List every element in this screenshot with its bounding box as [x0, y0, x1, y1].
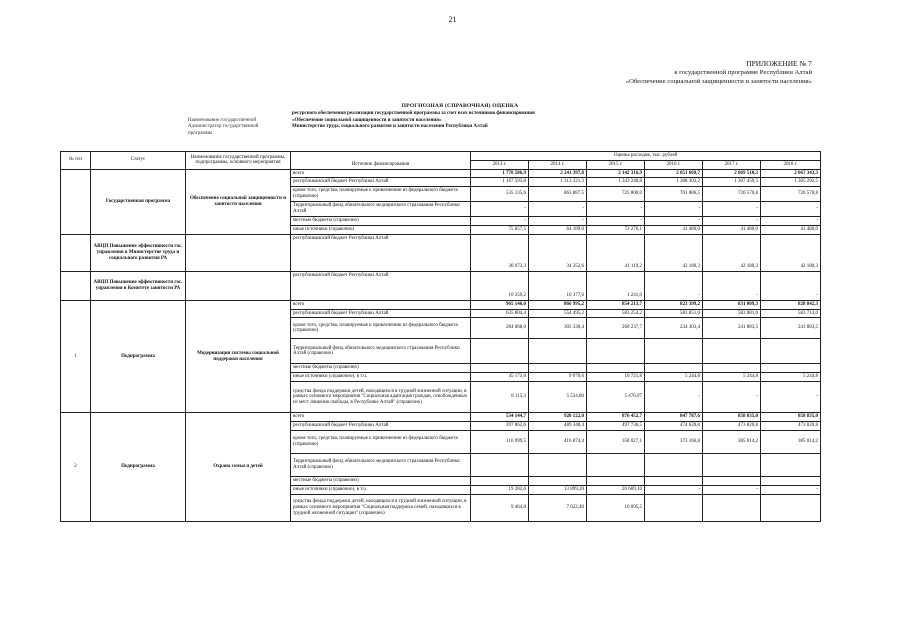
source-cell: Территориальный фонд обязательного медицинского страхования Республики Алтай (справочно): [291, 453, 471, 476]
value-cell: 385 014,2: [703, 430, 761, 453]
value-cell: 5 244,8: [645, 373, 703, 382]
value-cell: 116 999,5: [471, 430, 529, 453]
row-status-cell: Подпрограмма: [91, 300, 186, 413]
table-row: [61, 169, 821, 178]
table-row: [61, 413, 821, 422]
source-cell: республиканский бюджет Республики Алтай: [291, 309, 471, 318]
value-cell: -: [529, 202, 587, 217]
value-cell: 20 669,10: [587, 485, 645, 494]
value-cell: [471, 364, 529, 373]
value-cell: 385 014,2: [761, 430, 821, 453]
value-cell: -: [703, 485, 761, 494]
value-cell: -: [761, 382, 821, 413]
value-cell: [471, 476, 529, 485]
value-cell: 2 051 669,7: [645, 169, 703, 178]
value-cell: 854 213,7: [587, 300, 645, 309]
row-name-cell: [186, 234, 291, 271]
value-cell: 13 899,20: [529, 485, 587, 494]
source-cell: всего: [291, 413, 471, 422]
row-num-cell: 1: [61, 300, 91, 413]
value-cell: [703, 494, 761, 521]
value-cell: 1 307 459,5: [703, 178, 761, 187]
value-cell: -: [761, 202, 821, 217]
source-cell: кроме того, средства, планируемые к привлечению из федерального бюджета (справочно): [291, 187, 471, 202]
source-cell: республиканский бюджет Республики Алтай: [291, 422, 471, 431]
value-cell: 41 480,0: [645, 225, 703, 234]
value-cell: 2 069 510,3: [703, 169, 761, 178]
value-cell: [703, 339, 761, 364]
source-cell: иные источники (справочно), в т.ч.: [291, 373, 471, 382]
value-cell: -: [645, 271, 703, 300]
value-cell: 720 570,8: [703, 187, 761, 202]
row-name-cell: Обеспечение социальной защищенности и занятости населения: [186, 169, 291, 234]
source-cell: республиканский бюджет Республики Алтай: [291, 271, 471, 300]
header-estimate: Оценка расходов, тыс. рублей: [471, 152, 821, 161]
value-cell: 10 095,5: [587, 494, 645, 521]
header-name: Наименование государственной программы, подпрограммы, основного мероприятия: [186, 152, 291, 170]
value-cell: -: [761, 485, 821, 494]
row-num-cell: [61, 234, 91, 271]
admin-label: Администратор государственной: [188, 124, 259, 130]
source-cell: иные источники (справочно), в т.ч.: [291, 485, 471, 494]
value-cell: [761, 339, 821, 364]
source-cell: иные источники (справочно): [291, 225, 471, 234]
value-cell: [529, 476, 587, 485]
value-cell: -: [645, 217, 703, 226]
table-row: [61, 234, 821, 271]
row-status-cell: Государственная программа: [91, 169, 186, 234]
value-cell: 234 303,4: [645, 318, 703, 339]
value-cell: 373 166,8: [645, 430, 703, 453]
value-cell: 10 377,6: [529, 271, 587, 300]
value-cell: 473 820,8: [703, 422, 761, 431]
value-cell: 34 352,6: [529, 234, 587, 271]
value-cell: 535 135,6: [471, 187, 529, 202]
value-cell: 73 276,1: [587, 225, 645, 234]
header-num: № п/п: [61, 152, 91, 170]
value-cell: 42 180,3: [703, 234, 761, 271]
value-cell: -: [703, 202, 761, 217]
value-cell: -: [471, 217, 529, 226]
value-cell: 241 883,5: [761, 318, 821, 339]
admin-value: Министерство труда, социального развития и занятости населения Республики Алтай: [292, 124, 488, 130]
value-cell: -: [645, 485, 703, 494]
value-cell: [703, 453, 761, 476]
value-cell: -: [703, 382, 761, 413]
appendix-header: [626, 60, 812, 86]
value-cell: [703, 364, 761, 373]
value-cell: 635 804,4: [471, 309, 529, 318]
value-cell: 19 282,6: [471, 485, 529, 494]
value-cell: 416 874,4: [529, 430, 587, 453]
header-year: 2016 г.: [645, 160, 703, 169]
value-cell: [529, 339, 587, 364]
row-name-cell: [186, 271, 291, 300]
value-cell: 303 330,4: [529, 318, 587, 339]
value-cell: 358 027,1: [587, 430, 645, 453]
table-row: [61, 300, 821, 309]
value-cell: 1 241,0: [587, 271, 645, 300]
value-cell: 863 887,5: [529, 187, 587, 202]
table-row: [61, 271, 821, 300]
value-cell: [529, 453, 587, 476]
row-status-cell: Подпрограмма: [91, 413, 186, 522]
value-cell: 828 842,3: [761, 300, 821, 309]
value-cell: 5 476,97: [587, 382, 645, 413]
value-cell: [471, 339, 529, 364]
value-cell: 831 009,3: [703, 300, 761, 309]
source-cell: всего: [291, 169, 471, 178]
value-cell: 847 787,6: [645, 413, 703, 422]
value-cell: -: [703, 217, 761, 226]
value-cell: 241 883,5: [703, 318, 761, 339]
value-cell: [587, 453, 645, 476]
value-cell: [471, 453, 529, 476]
title-line-2: ресурсного обеспечения реализации государственной программы за счет всех источников финансирования: [292, 111, 535, 116]
value-cell: 720 570,8: [761, 187, 821, 202]
value-cell: [645, 494, 703, 521]
source-cell: средства фонда поддержки детей, находящихся в трудной жизненной ситуации, в рамках основного мероприятия "Социальная поддержка семей, находящихся в трудной жизненной ситуации" (справочно): [291, 494, 471, 521]
row-status-cell: АВЦП Повышение эффективности гос. управления в Комитете занятости РА: [91, 271, 186, 300]
value-cell: 1 305 292,5: [761, 178, 821, 187]
value-cell: [761, 494, 821, 521]
value-cell: -: [703, 271, 761, 300]
value-cell: 1 778 586,9: [471, 169, 529, 178]
header-year: 2014 г.: [529, 160, 587, 169]
value-cell: 8 115,3: [471, 382, 529, 413]
value-cell: [703, 476, 761, 485]
value-cell: 866 995,2: [529, 300, 587, 309]
value-cell: [587, 476, 645, 485]
value-cell: 473 820,8: [761, 422, 821, 431]
value-cell: [761, 476, 821, 485]
value-cell: 284 068,0: [471, 318, 529, 339]
value-cell: 9 464,8: [471, 494, 529, 521]
header-year: 2015 г.: [587, 160, 645, 169]
value-cell: [587, 339, 645, 364]
value-cell: 397 862,6: [471, 422, 529, 431]
value-cell: -: [587, 202, 645, 217]
program-value: «Обеспечение социальной защищенности и занятости населения»: [292, 117, 442, 123]
value-cell: [761, 453, 821, 476]
source-cell: Территориальный фонд обязательного медицинского страхования Республики Алтай (справочно): [291, 339, 471, 364]
program-label-2: программы: [188, 130, 213, 136]
value-cell: -: [645, 382, 703, 413]
value-cell: -: [471, 202, 529, 217]
value-cell: 42 180,3: [645, 234, 703, 271]
row-num-cell: [61, 169, 91, 234]
value-cell: 583 881,0: [703, 309, 761, 318]
value-cell: 41 480,0: [761, 225, 821, 234]
row-name-cell: Охрана семьи и детей: [186, 413, 291, 522]
row-status-cell: АВЦП Повышение эффективности гос. управления в Министерстве труда и социального развития РА: [91, 234, 186, 271]
value-cell: [645, 339, 703, 364]
value-cell: 1 343 240,8: [587, 178, 645, 187]
source-cell: местные бюджеты (справочно): [291, 364, 471, 373]
value-cell: 75 857,5: [471, 225, 529, 234]
row-num-cell: 2: [61, 413, 91, 522]
value-cell: 965 146,0: [471, 300, 529, 309]
value-cell: [761, 364, 821, 373]
row-name-cell: Модернизация системы социальной поддержки населения: [186, 300, 291, 413]
value-cell: 2 142 316,9: [587, 169, 645, 178]
value-cell: 474 620,8: [645, 422, 703, 431]
value-cell: 583 714,0: [761, 309, 821, 318]
admin-row: [188, 124, 535, 131]
page-number: 21: [448, 15, 457, 24]
value-cell: [645, 476, 703, 485]
source-cell: республиканский бюджет Республики Алтай: [291, 234, 471, 271]
header-year: 2017 г.: [703, 160, 761, 169]
value-cell: 41 119,2: [587, 234, 645, 271]
value-cell: 30 073,3: [471, 234, 529, 271]
value-cell: 2 067 343,3: [761, 169, 821, 178]
value-cell: -: [529, 217, 587, 226]
value-cell: [645, 364, 703, 373]
source-cell: кроме того, средства, планируемые к привлечению из федерального бюджета (справочно): [291, 430, 471, 453]
source-cell: местные бюджеты (справочно): [291, 476, 471, 485]
program-info: [188, 111, 535, 137]
value-cell: -: [645, 202, 703, 217]
value-cell: 858 835,0: [761, 413, 821, 422]
row-num-cell: [61, 271, 91, 300]
value-cell: 534 144,7: [471, 413, 529, 422]
appendix-line-3: «Обеспечение социальной защищенности и занятости населения»: [625, 77, 812, 85]
title-line-1: ПРОГНОЗНАЯ (СПРАВОЧНАЯ) ОЦЕНКА: [401, 103, 519, 109]
value-cell: 554 495,2: [529, 309, 587, 318]
value-cell: 583 254,2: [587, 309, 645, 318]
value-cell: 7 622,40: [529, 494, 587, 521]
value-cell: 9 070,6: [529, 373, 587, 382]
program-label-row-2: [188, 131, 535, 138]
source-cell: республиканский бюджет Республики Алтай: [291, 178, 471, 187]
value-cell: -: [587, 217, 645, 226]
value-cell: 260 237,7: [587, 318, 645, 339]
source-cell: кроме того, средства, планируемые к привлечению из федерального бюджета (справочно): [291, 318, 471, 339]
source-cell: местные бюджеты (справочно): [291, 217, 471, 226]
value-cell: 497 736,5: [587, 422, 645, 431]
value-cell: 5 244,8: [761, 373, 821, 382]
header-source: Источник финансирования: [291, 152, 471, 170]
source-cell: средства фонда поддержки детей, находящихся в трудной жизненной ситуации, в рамках основного мероприятия "Социальная адаптация граждан, освобожденных из мест лишения свободы, в Республике Алтай" (справочно): [291, 382, 471, 413]
document-title: [60, 103, 860, 109]
value-cell: -: [761, 217, 821, 226]
program-label: Наименование государственной: [188, 117, 257, 123]
value-cell: [587, 364, 645, 373]
value-cell: 1 313 321,3: [529, 178, 587, 187]
header-status: Статус: [91, 152, 186, 170]
value-cell: 64 189,0: [529, 225, 587, 234]
value-cell: [645, 453, 703, 476]
value-cell: 5 534,80: [529, 382, 587, 413]
value-cell: [529, 364, 587, 373]
value-cell: 858 835,0: [703, 413, 761, 422]
value-cell: -: [761, 271, 821, 300]
value-cell: 823 399,2: [645, 300, 703, 309]
appendix-title: ПРИЛОЖЕНИЕ № 7: [746, 59, 812, 68]
value-cell: 876 452,7: [587, 413, 645, 422]
appendix-line-2: к государственной программе Республики Алтай: [674, 68, 812, 76]
value-cell: 701 886,5: [645, 187, 703, 202]
value-cell: 41 480,0: [703, 225, 761, 234]
value-cell: 10 721,8: [587, 373, 645, 382]
header-year: 2018 г.: [761, 160, 821, 169]
program-name-row: [188, 118, 535, 125]
value-cell: 489 348,4: [529, 422, 587, 431]
value-cell: 5 244,8: [703, 373, 761, 382]
value-cell: 725 800,0: [587, 187, 645, 202]
value-cell: 583 851,0: [645, 309, 703, 318]
source-cell: всего: [291, 300, 471, 309]
value-cell: 10 359,2: [471, 271, 529, 300]
value-cell: 1 167 593,8: [471, 178, 529, 187]
header-year: 2013 г.: [471, 160, 529, 169]
resource-table: [60, 151, 821, 522]
value-cell: 45 173,6: [471, 373, 529, 382]
value-cell: 920 122,0: [529, 413, 587, 422]
source-cell: Территориальный фонд обязательного медицинского страхования Республики Алтай: [291, 202, 471, 217]
value-cell: 2 241 397,8: [529, 169, 587, 178]
value-cell: 1 308 303,2: [645, 178, 703, 187]
value-cell: 42 180,3: [761, 234, 821, 271]
